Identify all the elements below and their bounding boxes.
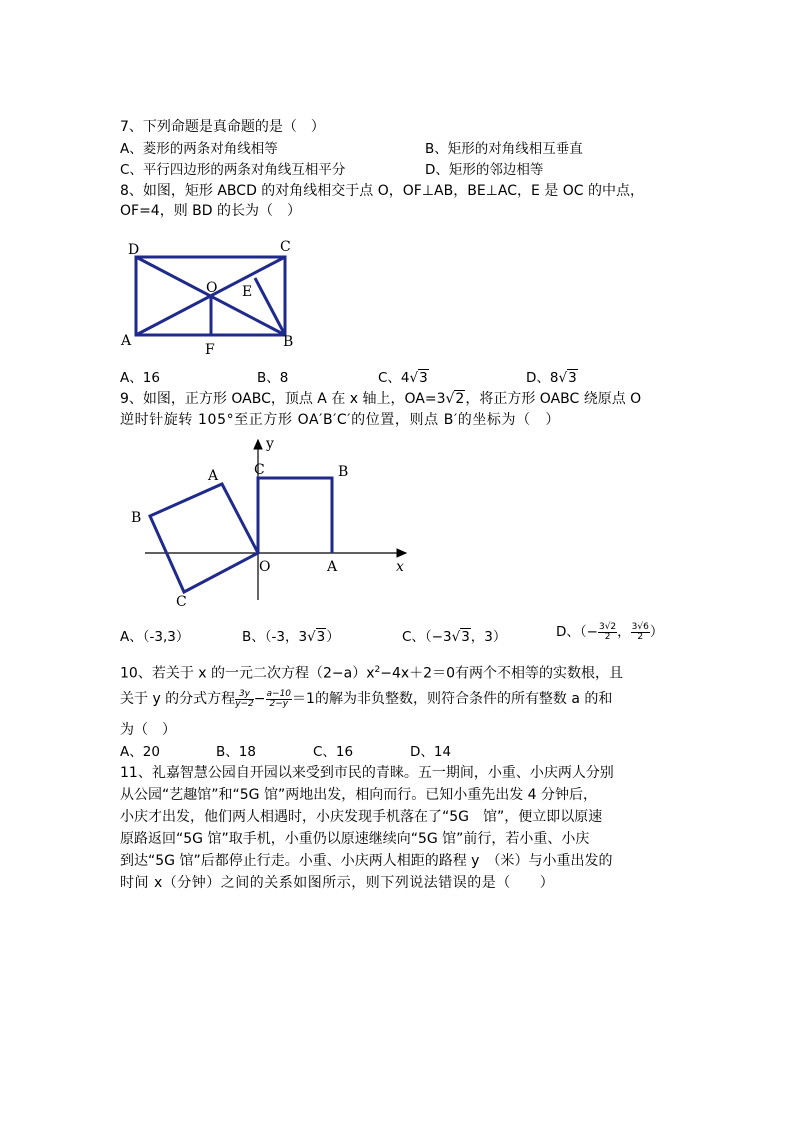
q10-option-a: A、20 [120,744,160,760]
label-y: y [266,436,274,452]
q7-option-c: C、平行四边形的两条对角线互相平分 [120,162,346,178]
q8-stem-line1: 8、如图，矩形 ABCD 的对角线相交于点 O，OF⊥AB，BE⊥AC，E 是 OC 的中点， [120,183,644,199]
q9-stem-line2: 逆时针旋转 105°至正方形 OA′B′C′的位置，则点 B′的坐标为（ ） [120,412,560,428]
q11-stem-line1: 11、礼嘉智慧公园自开园以来受到市民的青睐。五一期间，小重、小庆两人分别 [120,765,614,781]
q10-option-b: B、18 [216,744,256,760]
label-o: O [206,280,218,296]
q10-stem-line3: 为（ ） [120,722,176,738]
q8-option-a: A、16 [120,370,160,386]
q8-option-d: D、8√3 [526,370,577,386]
label-d: D [128,242,140,258]
label-b-right: B [338,464,349,480]
label-a-left: A [208,468,219,484]
label-a: A [121,333,132,349]
q7-option-a: A、菱形的两条对角线相等 [120,141,278,157]
label-c-top: C [254,462,265,478]
label-b: B [283,334,294,350]
q10-stem-line1: 10、若关于 x 的一元二次方程$(2-a)x^2-4x+2=0$有两个不相等的实数根，且 [120,665,623,682]
q9-option-a: A、（-3,3） [120,629,190,645]
q11-stem-line5: 到达“5G 馆”后都停止行走。小重、小庆两人相距的路程 y （米）与小重出发的 [120,853,613,869]
label-a-axis: A [327,559,338,575]
q11-stem-line3: 小庆才出发，他们两人相遇时，小庆发现手机落在了“5G 馆”，便立即以原速 [120,809,603,825]
q8-option-b: B、8 [257,370,289,386]
q11-stem-line6: 时间 x（分钟）之间的关系如图所示，则下列说法错误的是（ ） [120,875,555,891]
q10-option-c: C、16 [313,744,354,760]
q7-option-d: D、矩形的邻边相等 [425,162,544,178]
q9-option-c: C、（−3√3，3） [402,629,507,645]
label-x: x [396,559,404,575]
label-o: O [259,559,271,575]
q10-stem-line2: 关于 y 的分式方程 $\frac{3y}{y-2}$ − $\frac{a-10}{2-y}$ ＝1的解为非负整数，则符合条件的所有整数 a 的和 [120,688,613,709]
q11-stem-line4: 原路返回“5G 馆”取手机，小重仍以原速继续向“5G 馆”前行，若小重、小庆 [120,831,590,847]
square-oabc [258,478,332,553]
q9-option-d: D、（− $\frac{3√2}{2}$ ， $\frac{3√6}{2}$ ） [556,621,664,642]
label-c-bottom: C [176,594,187,610]
q9-option-b: B、（-3，3√3） [242,629,340,645]
label-f: F [205,342,215,357]
q8-stem-line2: OF=4，则 BD 的长为（ ） [120,203,301,219]
q11-stem-line2: 从公园“艺趣馆”和“5G 馆”两地出发，相向而行。已知小重先出发 4 分钟后， [120,787,598,803]
q9-stem-line1: 9、如图，正方形 OABC，顶点 A 在 x 轴上，OA=3√2，将正方形 OABC 绕原点 O [120,391,642,407]
label-b-left: B [131,510,142,526]
q8-option-c: C、4√3 [378,370,428,386]
q7-option-b: B、矩形的对角线相互垂直 [425,141,583,157]
q7-stem: 7、下列命题是真命题的是（ ） [120,119,325,135]
label-e: E [242,284,253,300]
q8-rectangle-figure [115,232,295,357]
q10-option-d: D、14 [410,744,452,760]
q9-square-figure [125,435,415,615]
square-rotated [150,484,258,592]
label-c: C [280,239,291,255]
